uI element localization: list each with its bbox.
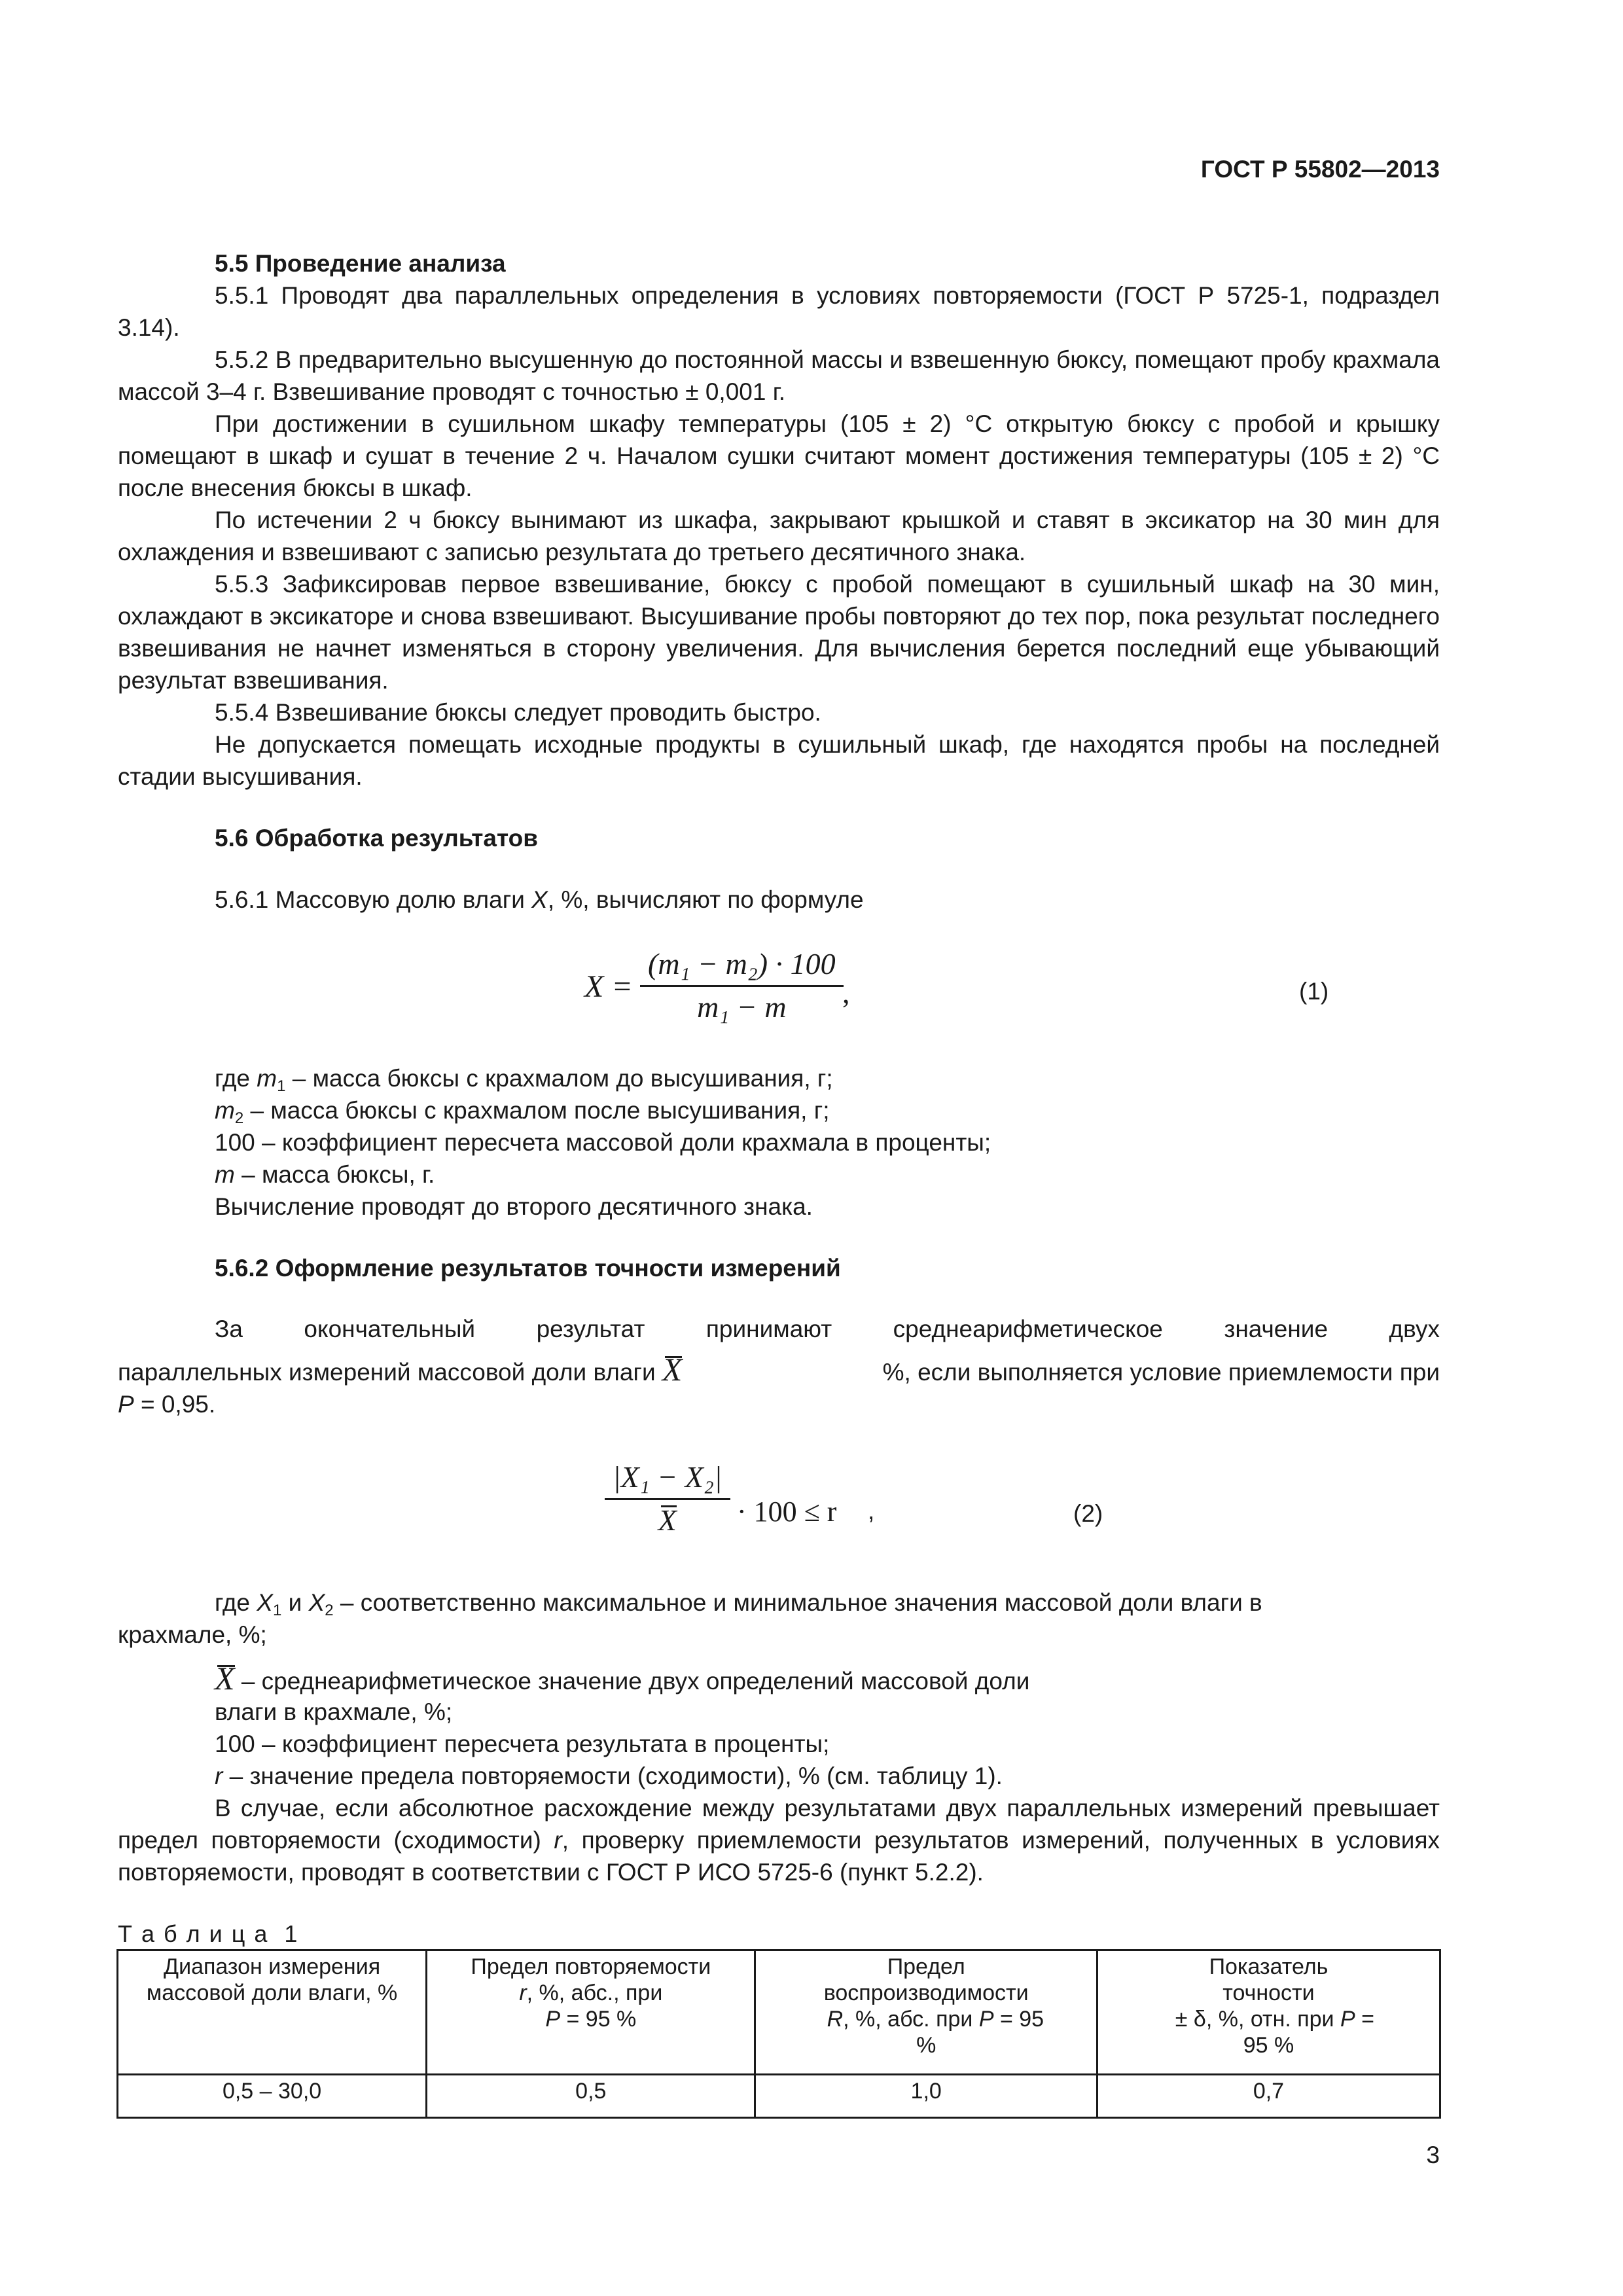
intro-text-end: , %, вычисляют по формуле [547,886,864,913]
formula-1-numerator: (m₁ − m₂) · 100 [640,946,844,987]
header-accuracy: Показатель точности ± δ, %, отн. при P = 95 % [1097,1950,1440,2075]
mean-x-symbol: X [215,1660,235,1696]
where-m [215,1158,435,1191]
paragraph-no-mixing: Не допускается помещать исходные продукты в сушильный шкаф, где находятся пробы на последней стадии высушивания. [118,731,1440,790]
paragraph-discrepancy [118,1792,1440,1888]
where-m2-text: – масса бюксы с крахмалом после высушивания, г; [243,1097,830,1124]
word: двух [1389,1316,1440,1342]
var-r: r [215,1763,223,1789]
where-x-continued: крахмале, %; [118,1621,267,1648]
acceptance-line-1 [215,1313,1440,1345]
paragraph-5-5-4: 5.5.4 Взвешивание бюксы следует проводить быстро. [215,699,821,726]
var-p: P [118,1391,134,1418]
mean-x-symbol: X [658,1503,677,1537]
paragraph-5-5-3: 5.5.3 Зафиксировав первое взвешивание, бюксу с пробой помещают в сушильный шкаф на 30 мин, охлаждают в эксикаторе и снова взвешивают. Высушивание пробы повторяют до тех пор, пока результат последнего взвешивания не начнет изменяться в сторону увеличения. Для вычисления берется последний еще убывающий результат взвешивания. [118,571,1440,694]
formula-2-tail: · 100 ≤ r [737,1496,837,1528]
word: результат [536,1316,645,1342]
sub-2: 2 [325,1602,334,1619]
acceptance-line-2-end: %, если выполняется условие приемлемости при [882,1359,1440,1386]
calc-precision: Вычисление проводят до второго десятичного знака. [215,1193,813,1220]
var-m: m [215,1097,235,1124]
header-repeatability: Предел повторяемости r, %, абс., при P = 95 % [427,1950,755,2075]
cell-accuracy: 0,7 [1097,2075,1440,2118]
var-x: X [308,1589,325,1616]
formula-2-comma: , [868,1498,875,1524]
formula-2-numerator: |X₁ − X₂| [605,1460,730,1500]
formula-2-number: (2) [1073,1500,1103,1527]
precision-table [116,1949,1441,2119]
variable-x: X [531,886,548,913]
formula-1-number: (1) [1299,978,1329,1005]
where-m1-text: – масса бюксы с крахмалом до высушивания, г; [285,1065,833,1092]
acceptance-line-3 [118,1388,215,1420]
header-range: Диапазон измерения массовой доли влаги, % [118,1950,427,2075]
where-m-text: – масса бюксы, г. [234,1161,435,1188]
paragraph-cooling: По истечении 2 ч бюксу вынимают из шкафа, закрывают крышкой и ставят в эксикатор на 30 мин для охлаждения и взвешивают с записью результата до третьего десятичного знака. [118,507,1440,565]
where-x-text: – соответственно максимальное и минимальное значения массовой доли влаги в [333,1589,1262,1616]
sub-1: 1 [272,1602,282,1619]
paragraph-5-6-1 [215,884,864,916]
conjunction: и [281,1589,309,1616]
where-xbar [215,1662,1029,1697]
formula-2-fraction [605,1460,730,1537]
var-x: X [257,1589,273,1616]
probability-text: = 0,95. [134,1391,216,1418]
discrepancy-text: В случае, если абсолютное расхождение между результатами двух параллельных измерений превышает предел повторяемости (сходимости) [118,1795,1440,1854]
table-caption: Т а б л и ц а 1 [118,1920,299,1947]
where-m2 [215,1094,830,1126]
formula-2-denominator [658,1500,677,1537]
text: параллельных измерений массовой доли влаги [118,1359,662,1386]
section-5-6-2-title: 5.6.2 Оформление результатов точности измерений [215,1255,841,1282]
where-prefix: где [215,1065,257,1092]
formula-1-fraction [640,946,844,1024]
paragraph-5-5-2: 5.5.2 В предварительно высушенную до постоянной массы и взвешенную бюксу, помещают пробу крахмала массой 3–4 г. Взвешивание проводят с точностью ± 0,001 г. [118,346,1440,405]
header-reproducibility: Предел воспроизводимости R, %, абс. при P = 95 % [755,1950,1097,2075]
where-r-text: – значение предела повторяемости (сходимости), % (см. таблицу 1). [223,1763,1003,1789]
word: принимают [705,1316,832,1342]
paragraph-drying: При достижении в сушильном шкафу температуры (105 ± 2) °С открытую бюксу с пробой и крышку помещают в шкаф и сушат в течение 2 ч. Началом сушки считают момент достижения температуры (105 ± 2) °С после внесения бюксы в шкаф. [118,410,1440,501]
sub-2: 2 [234,1109,244,1127]
var-m: m [215,1161,235,1188]
where-100: 100 – коэффициент пересчета массовой доли крахмала в проценты; [215,1129,991,1156]
table-row [118,2075,1440,2118]
paragraph-5-5-1: 5.5.1 Проводят два параллельных определения в условиях повторяемости (ГОСТ Р 5725-1, подраздел 3.14). [118,282,1440,341]
where-xbar-continued: влаги в крахмале, %; [215,1698,453,1725]
document-code: ГОСТ Р 55802—2013 [1200,156,1440,183]
where-x1-x2 [215,1587,1262,1619]
cell-reproducibility: 1,0 [755,2075,1097,2118]
var-m: m [257,1065,277,1092]
sub-1: 1 [277,1077,286,1095]
page-number: 3 [1426,2142,1440,2168]
where-r [215,1760,1003,1792]
formula-1-lhs: X = [584,969,633,1004]
formula-1-comma: , [842,976,850,1009]
where-xbar-text: – среднеарифметическое значение двух определений массовой доли [234,1668,1030,1695]
word: За [215,1316,243,1342]
var-r: r [554,1827,562,1854]
intro-text: 5.6.1 Массовую долю влаги [215,886,532,913]
section-5-6-title: 5.6 Обработка результатов [215,825,538,852]
where-100-result: 100 – коэффициент пересчета результата в проценты; [215,1731,830,1757]
word: значение [1224,1316,1329,1342]
where-m1 [215,1062,833,1094]
word: окончательный [304,1316,476,1342]
table-header-row [118,1950,1440,2075]
cell-repeatability: 0,5 [427,2075,755,2118]
cell-range: 0,5 – 30,0 [118,2075,427,2118]
discrepancy-text-end: , проверку приемлемости результатов измерений, полученных в условиях повторяемости, проводят в соответствии с ГОСТ Р ИСО 5725-6 (пункт 5.2.2). [118,1827,1440,1886]
section-5-5-title: 5.5 Проведение анализа [215,250,506,277]
acceptance-line-2 [118,1351,1440,1388]
formula-1-denominator: m₁ − m [697,990,787,1024]
where-prefix: где [215,1589,257,1616]
acceptance-line-2-text [118,1351,683,1388]
word: среднеарифметическое [893,1316,1163,1342]
mean-x-symbol: X [662,1351,683,1388]
